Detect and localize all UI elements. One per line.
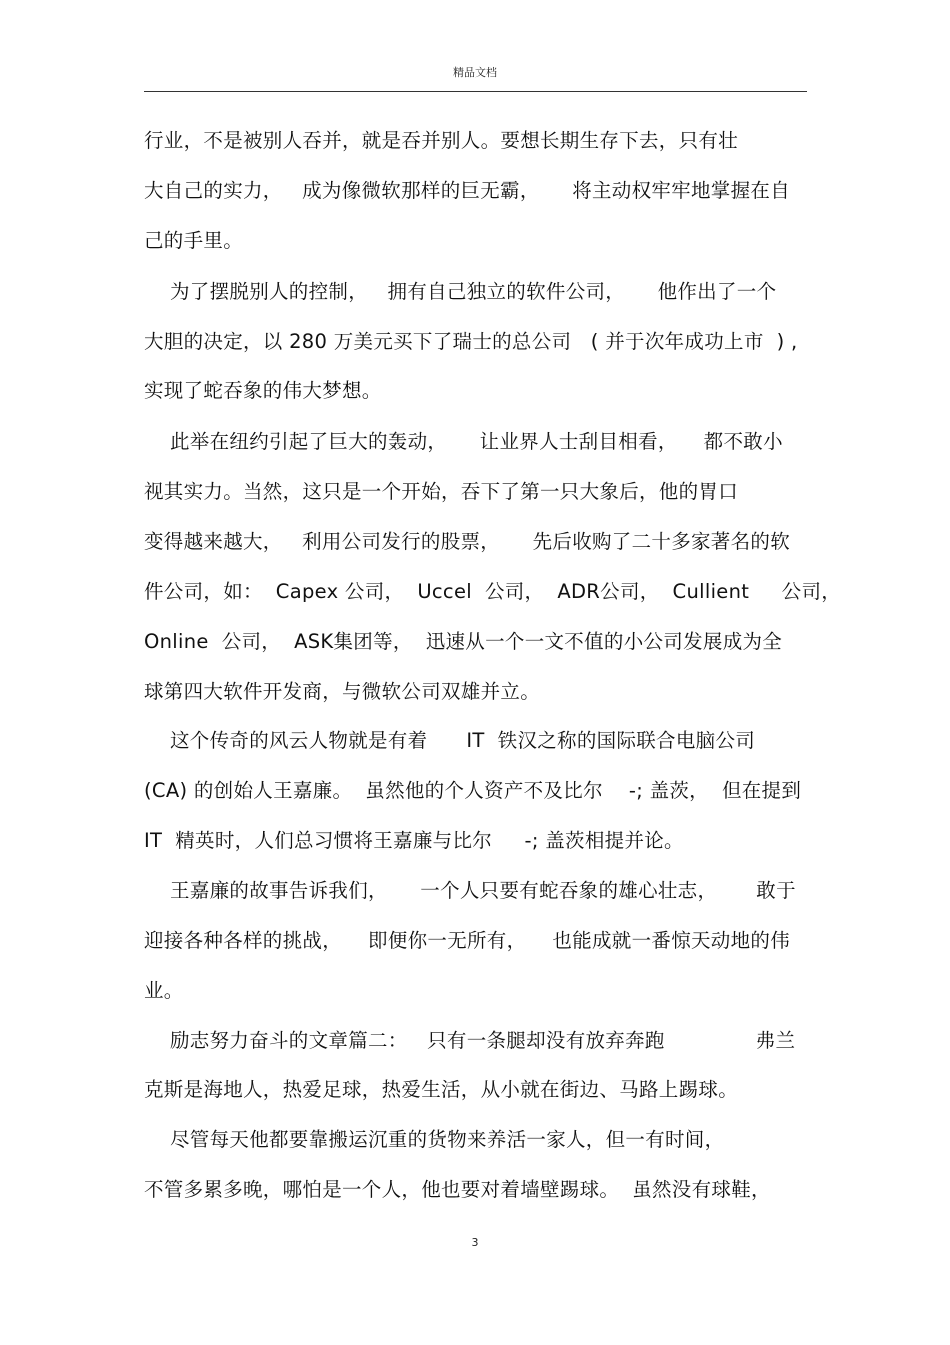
body-line: 大胆的决定，以 280 万美元买下了瑞士的总公司 ( 并于次年成功上市 ) , bbox=[144, 330, 798, 353]
body-line: 此举在纽约引起了巨大的轰动， 让业界人士刮目相看， 都不敢小 bbox=[144, 430, 783, 453]
body-line: 大自己的实力， 成为像微软那样的巨无霸， 将主动权牢牢地掌握在自 bbox=[144, 179, 790, 202]
body-line: 件公司，如： Capex 公司， Uccel 公司， ADR公司， Cullient 公司， bbox=[144, 580, 842, 603]
body-line: Online 公司， ASK集团等， 迅速从一个一文不值的小公司发展成为全 bbox=[144, 630, 783, 653]
body-line: 不管多累多晚，哪怕是一个人，他也要对着墙壁踢球。 虽然没有球鞋， bbox=[144, 1178, 771, 1201]
body-line: 励志努力奋斗的文章篇二： 只有一条腿却没有放弃奔跑 弗兰 bbox=[144, 1029, 796, 1052]
body-line: IT 精英时，人们总习惯将王嘉廉与比尔 -; 盖茨相提并论。 bbox=[144, 829, 684, 852]
body-line: 为了摆脱别人的控制， 拥有自己独立的软件公司， 他作出了一个 bbox=[144, 280, 777, 303]
body-line: 己的手里。 bbox=[144, 229, 244, 252]
body-line: 球第四大软件开发商，与微软公司双雄并立。 bbox=[144, 680, 541, 703]
body-line: 视其实力。当然，这只是一个开始，吞下了第一只大象后，他的胃口 bbox=[144, 480, 739, 503]
body-line: 行业，不是被别人吞并，就是吞并别人。要想长期生存下去，只有壮 bbox=[144, 129, 739, 152]
body-line: 业。 bbox=[144, 979, 184, 1002]
body-line: (CA) 的创始人王嘉廉。 虽然他的个人资产不及比尔 -; 盖茨， 但在提到 bbox=[144, 779, 802, 802]
page-header-title: 精品文档 bbox=[453, 66, 497, 79]
body-line: 变得越来越大， 利用公司发行的股票， 先后收购了二十多家著名的软 bbox=[144, 530, 790, 553]
body-line: 尽管每天他都要靠搬运沉重的货物来养活一家人，但一有时间， bbox=[144, 1128, 725, 1151]
body-line: 克斯是海地人，热爱足球，热爱生活，从小就在街边、马路上踢球。 bbox=[144, 1078, 739, 1101]
body-line: 迎接各种各样的挑战， 即便你一无所有， 也能成就一番惊天动地的伟 bbox=[144, 929, 790, 952]
body-line: 王嘉廉的故事告诉我们， 一个人只要有蛇吞象的雄心壮志， 敢于 bbox=[144, 879, 796, 902]
header-divider bbox=[144, 91, 807, 92]
page-number: 3 bbox=[471, 1236, 479, 1249]
body-line: 实现了蛇吞象的伟大梦想。 bbox=[144, 379, 382, 402]
body-line: 这个传奇的风云人物就是有着 IT 铁汉之称的国际联合电脑公司 bbox=[144, 729, 756, 752]
